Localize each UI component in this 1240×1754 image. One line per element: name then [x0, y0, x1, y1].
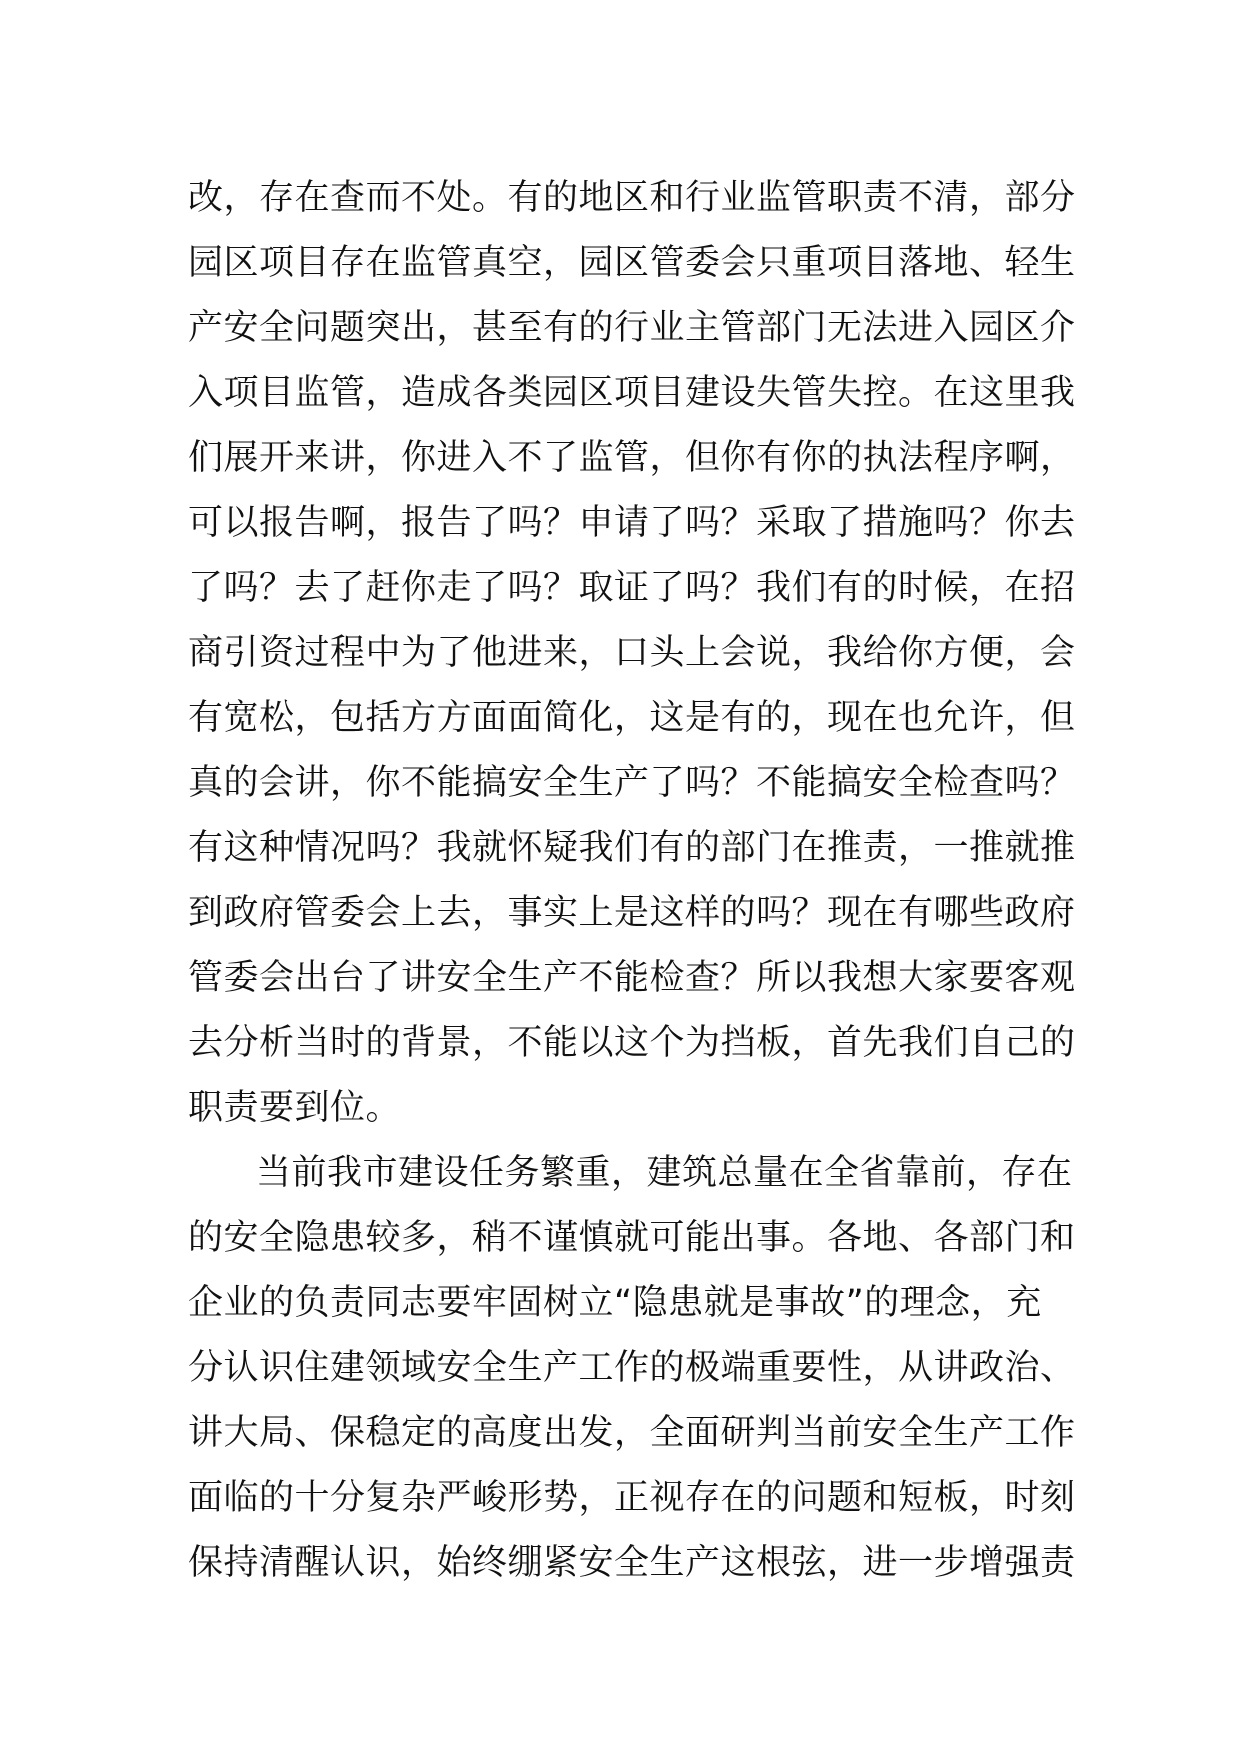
text-line: 真的会讲，你不能搞安全生产了吗？不能搞安全检查吗？ — [188, 763, 1076, 803]
text-line: 可以报告啊，报告了吗？申请了吗？采取了措施吗？你去 — [188, 503, 1076, 543]
text-line: 面临的十分复杂严峻形势，正视存在的问题和短板，时刻 — [188, 1478, 1076, 1518]
text-line: 有宽松，包括方方面面简化，这是有的，现在也允许，但 — [188, 698, 1076, 738]
text-line: 管委会出台了讲安全生产不能检查？所以我想大家要客观 — [188, 958, 1076, 998]
text-line: 分认识住建领域安全生产工作的极端重要性，从讲政治、 — [188, 1348, 1076, 1388]
text-line: 们展开来讲，你进入不了监管，但你有你的执法程序啊， — [188, 438, 1076, 478]
text-line: 职责要到位。 — [188, 1088, 402, 1128]
text-line: 讲大局、保稳定的高度出发，全面研判当前安全生产工作 — [188, 1413, 1076, 1453]
text-line: 的安全隐患较多，稍不谨慎就可能出事。各地、各部门和 — [188, 1218, 1076, 1258]
paragraph-2 — [188, 1141, 1076, 1596]
text-line: 园区项目存在监管真空，园区管委会只重项目落地、轻生 — [188, 243, 1076, 283]
text-line: 改，存在查而不处。有的地区和行业监管职责不清，部分 — [188, 178, 1076, 218]
text-line: 保持清醒认识，始终绷紧安全生产这根弦，进一步增强责 — [188, 1543, 1076, 1583]
text-line: 去分析当时的背景，不能以这个为挡板，首先我们自己的 — [188, 1023, 1076, 1063]
text-line: 到政府管委会上去，事实上是这样的吗？现在有哪些政府 — [188, 893, 1076, 933]
text-line: 当前我市建设任务繁重，建筑总量在全省靠前，存在 — [256, 1153, 1073, 1193]
text-line: 企业的负责同志要牢固树立“隐患就是事故”的理念，充 — [188, 1283, 1042, 1323]
text-line: 商引资过程中为了他进来，口头上会说，我给你方便，会 — [188, 633, 1076, 673]
text-line: 产安全问题突出，甚至有的行业主管部门无法进入园区介 — [188, 308, 1076, 348]
paragraph-1 — [188, 166, 1076, 1141]
text-line: 有这种情况吗？我就怀疑我们有的部门在推责，一推就推 — [188, 828, 1076, 868]
document-body — [188, 166, 1076, 1596]
text-line: 入项目监管，造成各类园区项目建设失管失控。在这里我 — [188, 373, 1076, 413]
text-line: 了吗？去了赶你走了吗？取证了吗？我们有的时候，在招 — [188, 568, 1076, 608]
